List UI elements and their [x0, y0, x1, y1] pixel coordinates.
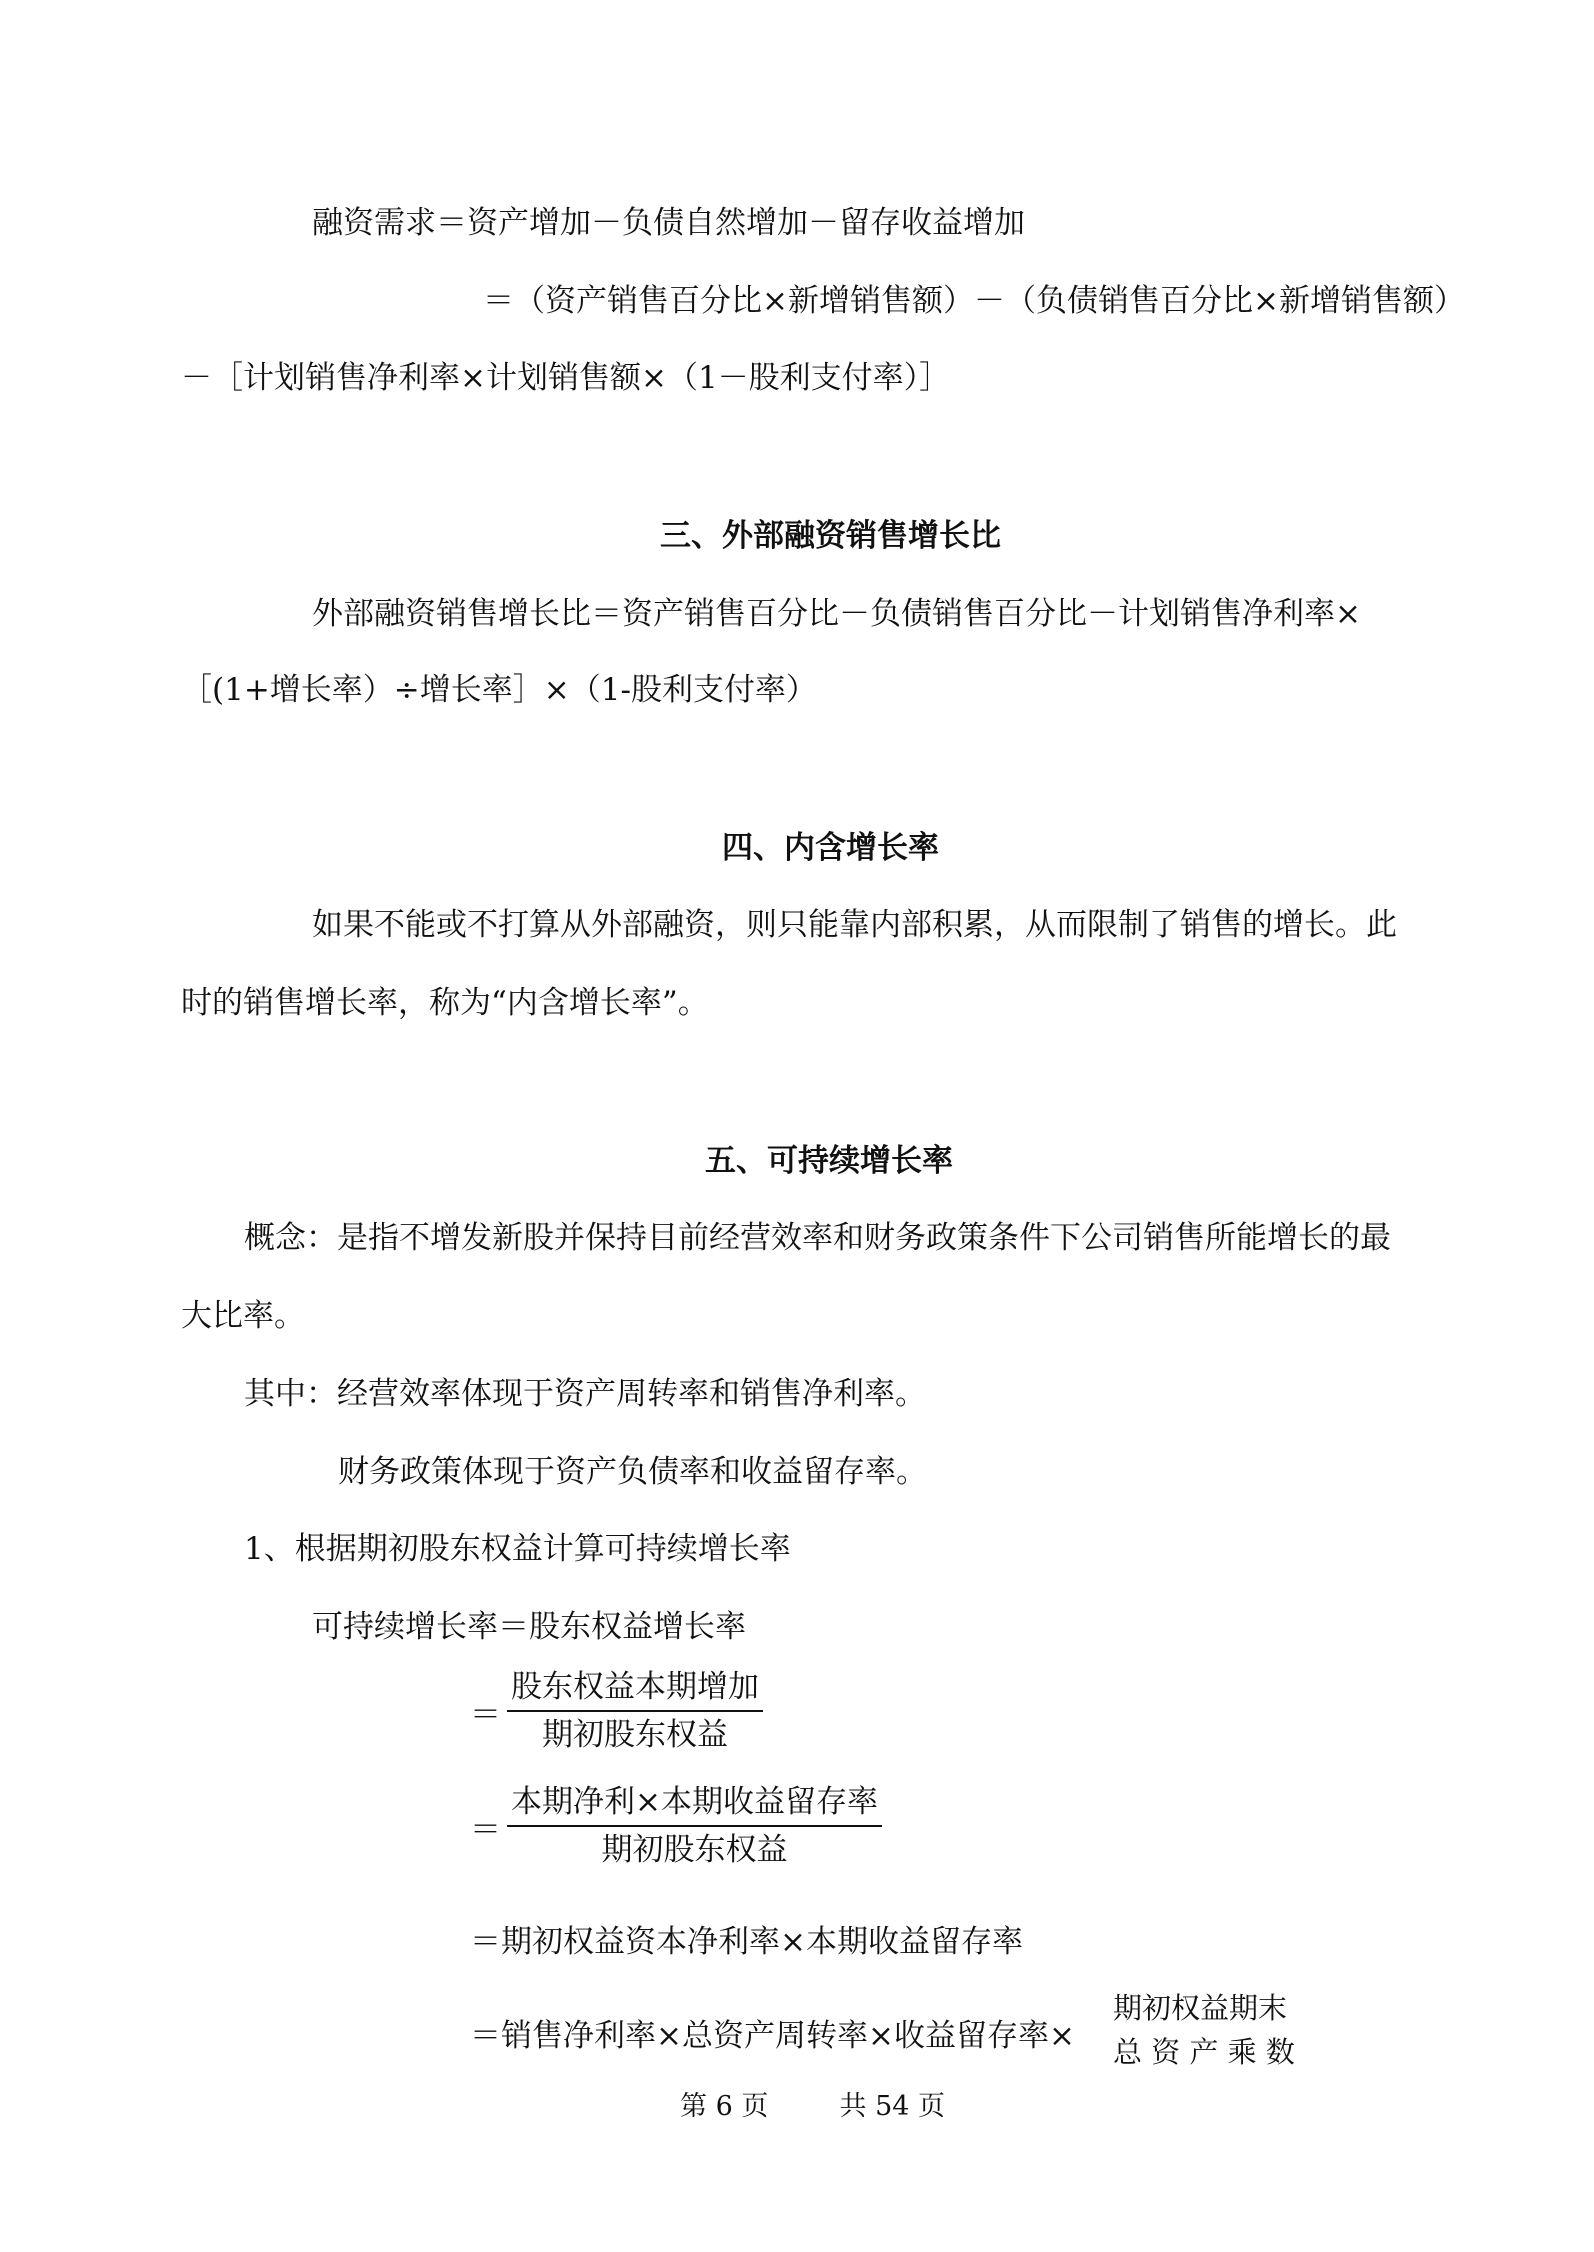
paragraph-internal-growth-line2: 时的销售增长率，称为“内含增长率”。: [181, 985, 709, 1021]
section-heading-5: 五、可持续增长率: [705, 1143, 953, 1179]
paragraph-financial-policy: 财务政策体现于资产负债率和收益留存率。: [338, 1454, 927, 1490]
fraction-numerator: 股东权益本期增加: [507, 1668, 763, 1712]
fraction-denominator: 期初股东权益: [542, 1717, 728, 1753]
paragraph-internal-growth: 如果不能或不打算从外部融资，则只能靠内部积累，从而限制了销售的增长。此: [312, 907, 1397, 943]
stacked-text-top: 期初权益期末: [1113, 1991, 1288, 2025]
formula-external-financing-ratio: 外部融资销售增长比＝资产销售百分比－负债销售百分比－计划销售净利率×: [312, 596, 1361, 632]
equals-sign: ＝: [470, 1696, 501, 1733]
equals-sign: ＝: [470, 1811, 501, 1848]
formula-financing-demand: 融资需求＝资产增加－负债自然增加－留存收益增加: [312, 205, 1025, 241]
stacked-text-bottom: 总 资 产 乘 数: [1113, 2035, 1295, 2069]
stacked-text: [1113, 1986, 1295, 2074]
formula-decomposition: ＝销售净利率×总资产周转率×收益留存率×: [470, 2018, 1075, 2054]
subheading-1: 1、根据期初股东权益计算可持续增长率: [244, 1531, 791, 1567]
paragraph-operating-efficiency: 其中：经营效率体现于资产周转率和销售净利率。: [244, 1376, 926, 1412]
formula-roe-retention: ＝期初权益资本净利率×本期收益留存率: [470, 1924, 1023, 1960]
fraction-formula-1: [470, 1668, 763, 1754]
formula-financing-demand-line3: －［计划销售净利率×计划销售额×（1－股利支付率）］: [181, 360, 951, 396]
page-total: 共 54 页: [839, 2091, 946, 2122]
fraction-denominator: 期初股东权益: [601, 1832, 788, 1868]
formula-external-financing-ratio-line2: ［(1+增长率）÷增长率］×（1-股利支付率）: [181, 672, 817, 708]
formula-sustainable-growth: 可持续增长率＝股东权益增长率: [312, 1609, 746, 1645]
formula-financing-demand-line2: ＝（资产销售百分比×新增销售额）－（负债销售百分比×新增销售额）: [483, 283, 1465, 319]
page-footer: [680, 2090, 945, 2124]
fraction-numerator: 本期净利×本期收益留存率: [507, 1783, 882, 1827]
paragraph-concept-line2: 大比率。: [181, 1298, 305, 1334]
paragraph-concept: 概念：是指不增发新股并保持目前经营效率和财务政策条件下公司销售所能增长的最: [244, 1220, 1391, 1256]
section-heading-3: 三、外部融资销售增长比: [660, 518, 1001, 554]
page-number: 第 6 页: [680, 2091, 769, 2122]
section-heading-4: 四、内含增长率: [722, 830, 939, 866]
fraction-formula-2: [470, 1783, 882, 1869]
